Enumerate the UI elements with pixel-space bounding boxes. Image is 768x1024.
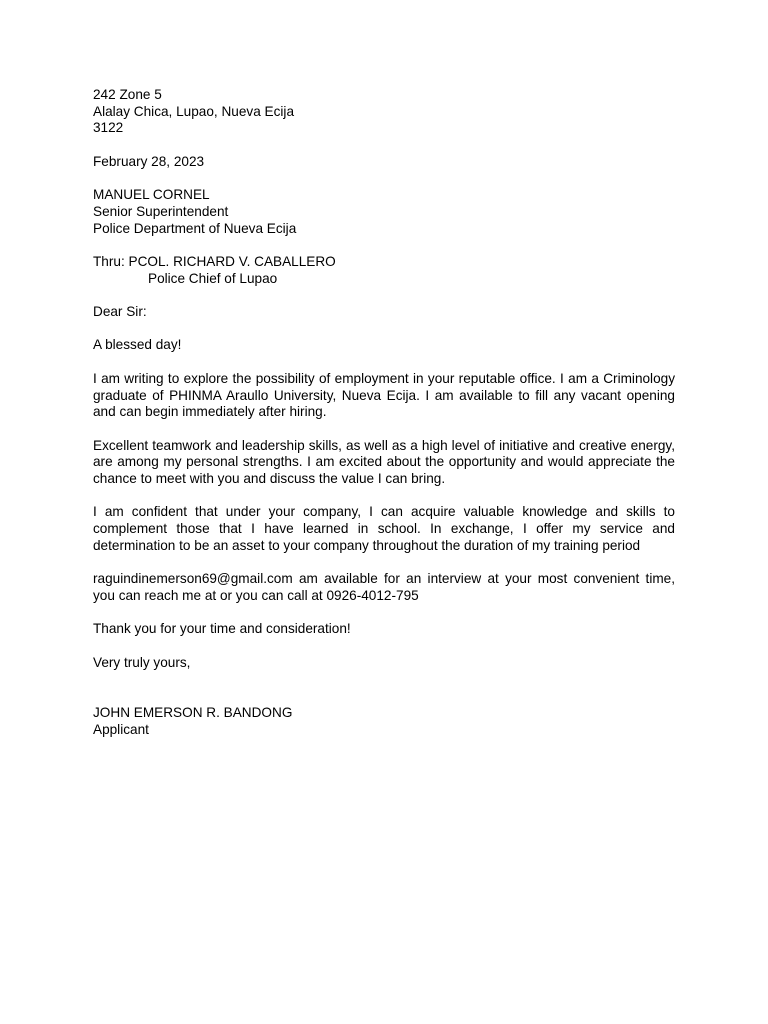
signature-block (93, 705, 675, 738)
signatory-name: JOHN EMERSON R. BANDONG (93, 704, 293, 720)
letter-date: February 28, 2023 (93, 153, 205, 169)
recipient-name: MANUEL CORNEL (93, 187, 210, 203)
thru-line: Thru: PCOL. RICHARD V. CABALLERO (93, 253, 336, 269)
thru-title: Police Chief of Lupao (148, 270, 278, 286)
recipient-title: Senior Superintendent (93, 203, 229, 219)
sender-address-line3: 3122 (93, 120, 124, 136)
sender-address-line2: Alalay Chica, Lupao, Nueva Ecija (93, 103, 294, 119)
body-paragraph-4: raguindinemerson69@gmail.com am available for an interview at your most convenient time, you can reach me at or you can call at 0926-4012-795 (93, 571, 675, 603)
salutation: Dear Sir: (93, 304, 147, 320)
thru-block (93, 254, 675, 287)
signatory-role: Applicant (93, 721, 149, 737)
sender-address (93, 87, 675, 137)
cover-letter (93, 87, 675, 738)
recipient-organization: Police Department of Nueva Ecija (93, 220, 297, 236)
body-paragraph-2: Excellent teamwork and leadership skills, as well as a high level of initiative and creative energy, are among my personal strengths. I am excited about the opportunity and would appreciate the chance to meet with you and discuss the value I can bring. (93, 437, 675, 487)
body-paragraph-5: Thank you for your time and consideration! (93, 621, 351, 637)
body-paragraph-1: I am writing to explore the possibility of employment in your reputable office. I am a Criminology graduate of PHINMA Araullo University, Nueva Ecija. I am available to fill any vacant opening and can begin immediately after hiring. (93, 370, 675, 420)
greeting: A blessed day! (93, 337, 182, 353)
recipient-block (93, 187, 675, 237)
sender-address-line1: 242 Zone 5 (93, 87, 162, 102)
body-paragraph-3: I am confident that under your company, I can acquire valuable knowledge and skills to complement those that I have learned in school. In exchange, I offer my service and determination to be an asset to your company throughout the duration of my training period (93, 504, 675, 553)
closing: Very truly yours, (93, 654, 191, 670)
